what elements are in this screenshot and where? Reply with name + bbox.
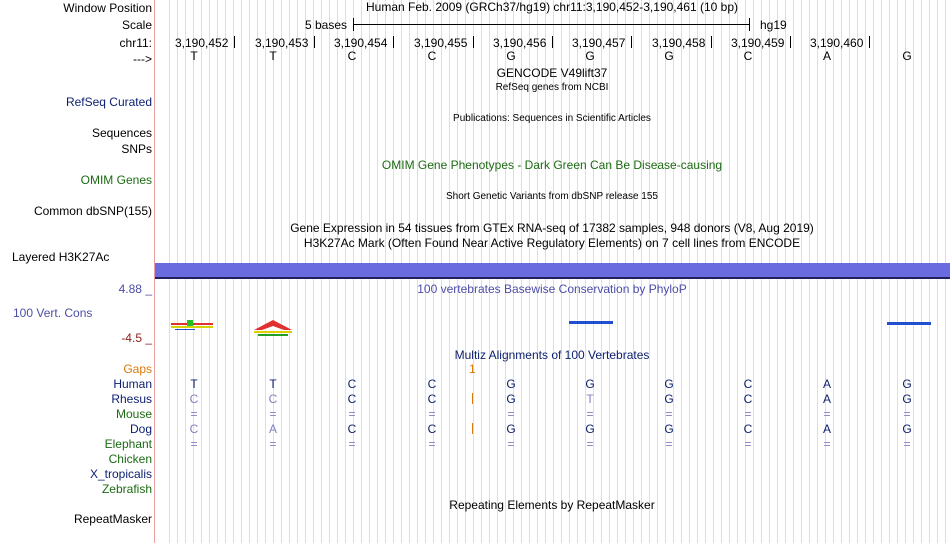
cons-glyph-base-10: [887, 322, 931, 325]
cons-glyph-base-6: [569, 321, 613, 324]
label-window-position[interactable]: Window Position: [63, 1, 152, 15]
browser-image-panel[interactable]: [155, 0, 950, 543]
scale-label: 5 bases: [305, 18, 348, 32]
alignment-base: =: [823, 437, 831, 451]
insertion-marker: [472, 393, 473, 404]
alignment-base: C: [743, 392, 753, 406]
coord-label: 3,190,460: [810, 36, 864, 50]
coord-label: 3,190,458: [652, 36, 706, 50]
label-omim-genes[interactable]: OMIM Genes: [80, 173, 152, 187]
alignment-base: G: [664, 377, 674, 391]
label-refseq-curated[interactable]: RefSeq Curated: [65, 95, 152, 109]
dbsnp-track-title[interactable]: Short Genetic Variants from dbSNP release 155: [446, 191, 658, 202]
alignment-base: C: [347, 377, 357, 391]
alignment-base: =: [665, 437, 673, 451]
alignment-base: G: [585, 377, 595, 391]
alignment-base: T: [190, 377, 198, 391]
alignment-base: =: [348, 407, 356, 421]
alignment-base: G: [506, 422, 516, 436]
phylop-track-title[interactable]: 100 vertebrates Basewise Conservation by PhyloP: [417, 282, 687, 296]
alignment-base: =: [823, 407, 831, 421]
alignment-base: A: [822, 377, 831, 391]
alignment-base: =: [903, 407, 911, 421]
coord-label: 3,190,454: [334, 36, 388, 50]
alignment-base: C: [189, 422, 199, 436]
label-scale[interactable]: Scale: [121, 18, 152, 32]
h3k27ac-track-title[interactable]: H3K27Ac Mark (Often Found Near Active Regulatory Elements) on 7 cell lines from ENCODE: [303, 236, 801, 250]
coord-tick: [473, 36, 474, 48]
cons-green-bar: [258, 334, 288, 336]
label-sequences[interactable]: Sequences: [91, 126, 152, 140]
alignment-base: =: [586, 437, 594, 451]
label-repeatmasker[interactable]: RepeatMasker: [73, 512, 152, 526]
coord-label: 3,190,459: [731, 36, 785, 50]
gap-count: 1: [469, 362, 476, 376]
label-species-elephant[interactable]: Elephant: [104, 437, 152, 451]
multiz-track-title[interactable]: Multiz Alignments of 100 Vertebrates: [454, 348, 650, 362]
label-gaps[interactable]: Gaps: [123, 362, 152, 376]
alignment-base: T: [586, 392, 594, 406]
alignment-base: G: [664, 422, 674, 436]
publications-track-title[interactable]: Publications: Sequences in Scientific Articles: [453, 113, 651, 124]
label-strand-arrow[interactable]: --->: [133, 52, 152, 66]
coord-tick: [631, 36, 632, 48]
alignment-base: =: [190, 407, 198, 421]
label-species-human[interactable]: Human: [113, 377, 152, 391]
cons-glyph-base-2: [252, 318, 294, 338]
scale-bar: [353, 24, 750, 25]
coord-tick: [393, 36, 394, 48]
repeatmasker-track-title[interactable]: Repeating Elements by RepeatMasker: [449, 498, 655, 512]
alignment-base: G: [506, 377, 516, 391]
alignment-base: G: [506, 392, 516, 406]
label-layered-h3k27ac[interactable]: Layered H3K27Ac: [12, 250, 110, 264]
label-phylop-min: -4.5 _: [121, 331, 152, 345]
alignment-base: =: [665, 407, 673, 421]
reference-base: G: [902, 49, 912, 63]
alignment-base: C: [268, 392, 278, 406]
alignment-base: C: [427, 377, 437, 391]
coord-label: 3,190,452: [175, 36, 229, 50]
coord-tick: [711, 36, 712, 48]
label-species-chicken[interactable]: Chicken: [108, 452, 152, 466]
alignment-base: A: [268, 422, 277, 436]
alignment-base: C: [743, 422, 753, 436]
label-species-x-tropicalis[interactable]: X_tropicalis: [89, 467, 152, 481]
alignment-base: C: [189, 392, 199, 406]
alignment-base: C: [427, 422, 437, 436]
alignment-base: A: [822, 422, 831, 436]
reference-base: C: [347, 49, 357, 63]
h3k27ac-baseline: [155, 277, 950, 279]
alignment-base: A: [822, 392, 831, 406]
reference-base: G: [506, 49, 516, 63]
cons-bar-blue: [175, 329, 195, 330]
insertion-marker: [472, 423, 473, 434]
label-species-mouse[interactable]: Mouse: [115, 407, 152, 421]
alignment-base: C: [347, 422, 357, 436]
track-label-panel: [0, 0, 154, 543]
gtex-track-title[interactable]: Gene Expression in 54 tissues from GTEx RNA-seq of 17382 samples, 948 donors (V8, Aug 2019): [290, 221, 814, 235]
coord-label: 3,190,455: [414, 36, 468, 50]
cons-yellow-bar: [254, 331, 292, 333]
reference-base: T: [190, 49, 198, 63]
coord-tick: [552, 36, 553, 48]
reference-base: C: [427, 49, 437, 63]
assembly-label: hg19: [760, 18, 787, 32]
label-species-rhesus[interactable]: Rhesus: [111, 392, 152, 406]
coord-tick: [234, 36, 235, 48]
label-species-zebrafish[interactable]: Zebrafish: [101, 482, 152, 496]
alignment-base: G: [902, 422, 912, 436]
alignment-base: G: [902, 377, 912, 391]
alignment-base: =: [190, 437, 198, 451]
alignment-base: G: [585, 422, 595, 436]
alignment-base: =: [269, 407, 277, 421]
label-100-vert-cons[interactable]: 100 Vert. Cons: [13, 306, 93, 320]
label-chromosome[interactable]: chr11:: [119, 36, 152, 50]
label-snps[interactable]: SNPs: [121, 142, 152, 156]
reference-base: G: [664, 49, 674, 63]
reference-base: C: [743, 49, 753, 63]
gencode-track-title[interactable]: GENCODE V49lift37: [496, 66, 608, 80]
reference-base: T: [269, 49, 277, 63]
window-position-text: Human Feb. 2009 (GRCh37/hg19) chr11:3,190,452-3,190,461 (10 bp): [365, 0, 739, 14]
coord-tick: [790, 36, 791, 48]
label-species-dog[interactable]: Dog: [129, 422, 152, 436]
alignment-base: G: [664, 392, 674, 406]
cons-glyph-base-1: [171, 320, 213, 332]
label-phylop-max: 4.88 _: [118, 282, 152, 296]
coord-label: 3,190,457: [572, 36, 626, 50]
cons-bar-yellow: [171, 326, 213, 328]
alignment-base: =: [507, 437, 515, 451]
alignment-base: C: [347, 392, 357, 406]
alignment-base: G: [902, 392, 912, 406]
alignment-base: =: [744, 407, 752, 421]
reference-base: A: [822, 49, 831, 63]
coord-label: 3,190,453: [255, 36, 309, 50]
omim-track-title[interactable]: OMIM Gene Phenotypes - Dark Green Can Be Disease-causing: [381, 158, 723, 172]
alignment-base: =: [507, 407, 515, 421]
refseq-track-title[interactable]: RefSeq genes from NCBI: [495, 82, 609, 93]
alignment-base: =: [744, 437, 752, 451]
cons-stack-svg: [252, 318, 294, 338]
coord-tick: [869, 36, 870, 48]
alignment-base: T: [269, 377, 277, 391]
alignment-base: C: [427, 392, 437, 406]
alignment-base: =: [348, 437, 356, 451]
alignment-base: =: [269, 437, 277, 451]
alignment-base: =: [903, 437, 911, 451]
alignment-base: =: [586, 407, 594, 421]
coord-label: 3,190,456: [493, 36, 547, 50]
h3k27ac-signal-bar[interactable]: [155, 263, 950, 277]
alignment-base: C: [743, 377, 753, 391]
alignment-base: =: [428, 407, 436, 421]
scale-bar-right-cap: [749, 18, 750, 31]
coord-tick: [314, 36, 315, 48]
alignment-base: =: [428, 437, 436, 451]
reference-base: G: [585, 49, 595, 63]
label-common-dbsnp[interactable]: Common dbSNP(155): [33, 204, 152, 218]
